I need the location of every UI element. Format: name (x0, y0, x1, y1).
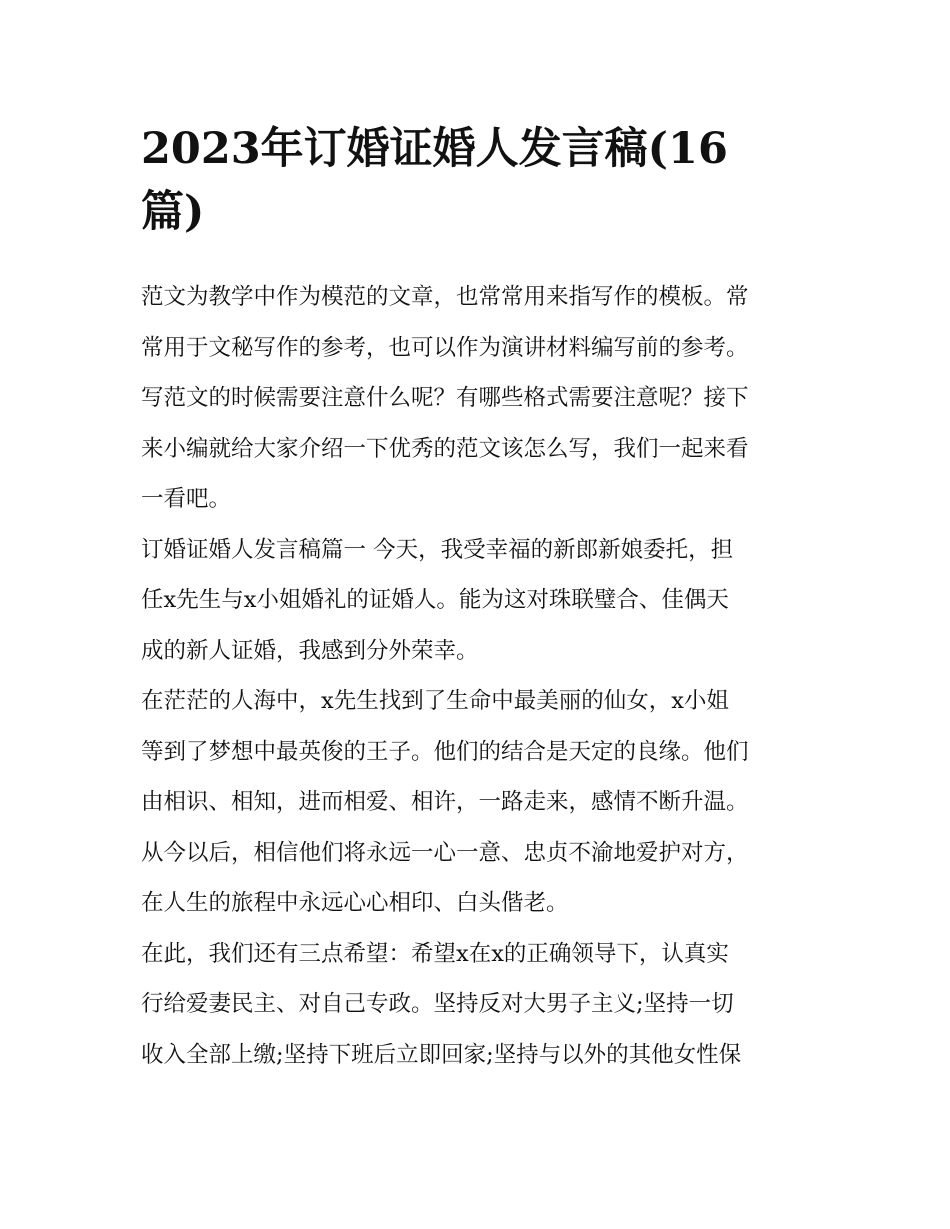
paragraph-speech-3 (141, 929, 813, 1081)
paragraph-speech-2 (141, 676, 813, 929)
document-page (141, 118, 813, 1080)
paragraph-intro (141, 272, 813, 525)
text-line: 在此，我们还有三点希望：希望x在x的正确领导下，认真实 (141, 940, 729, 967)
text-line: 由相识、相知，进而相爱、相许，一路走来，感情不断升温。 (141, 789, 749, 815)
text-line: 在茫茫的人海中，x先生找到了生命中最美丽的仙女，x小姐 (141, 688, 729, 714)
document-title (141, 118, 813, 244)
text-line: 等到了梦想中最英俊的王子。他们的结合是天定的良缘。他们 (141, 738, 749, 765)
text-line: 写范文的时候需要注意什么呢？有哪些格式需要注意呢？接下 (141, 385, 749, 411)
text-line: 范文为教学中作为模范的文章，也常常用来指写作的模板。常 (141, 284, 749, 310)
text-line: 订婚证婚人发言稿篇一 今天，我受幸福的新郎新娘委托，担 (141, 536, 734, 563)
text-line: 常用于文秘写作的参考，也可以作为演讲材料编写前的参考。 (141, 334, 749, 361)
text-line: 一看吧。 (141, 486, 232, 512)
title-line-2: 篇) (141, 187, 205, 237)
text-line: 来小编就给大家介绍一下优秀的范文该怎么写，我们一起来看 (141, 435, 749, 462)
text-line: 收入全部上缴;坚持下班后立即回家;坚持与以外的其他女性保 (141, 1041, 742, 1068)
text-line: 在人生的旅程中永远心心相印、白头偕老。 (141, 890, 569, 916)
title-line-1: 2023年订婚证婚人发言稿(16 (141, 124, 728, 174)
text-line: 行给爱妻民主、对自己专政。坚持反对大男子主义;坚持一切 (141, 991, 734, 1017)
text-line: 从今以后，相信他们将永远一心一意、忠贞不渝地爱护对方， (141, 839, 749, 866)
paragraph-speech-1 (141, 525, 813, 677)
text-line: 成的新人证婚，我感到分外荣幸。 (141, 637, 479, 664)
text-line: 任x先生与x小姐婚礼的证婚人。能为这对珠联璧合、佳偶天 (141, 587, 729, 613)
